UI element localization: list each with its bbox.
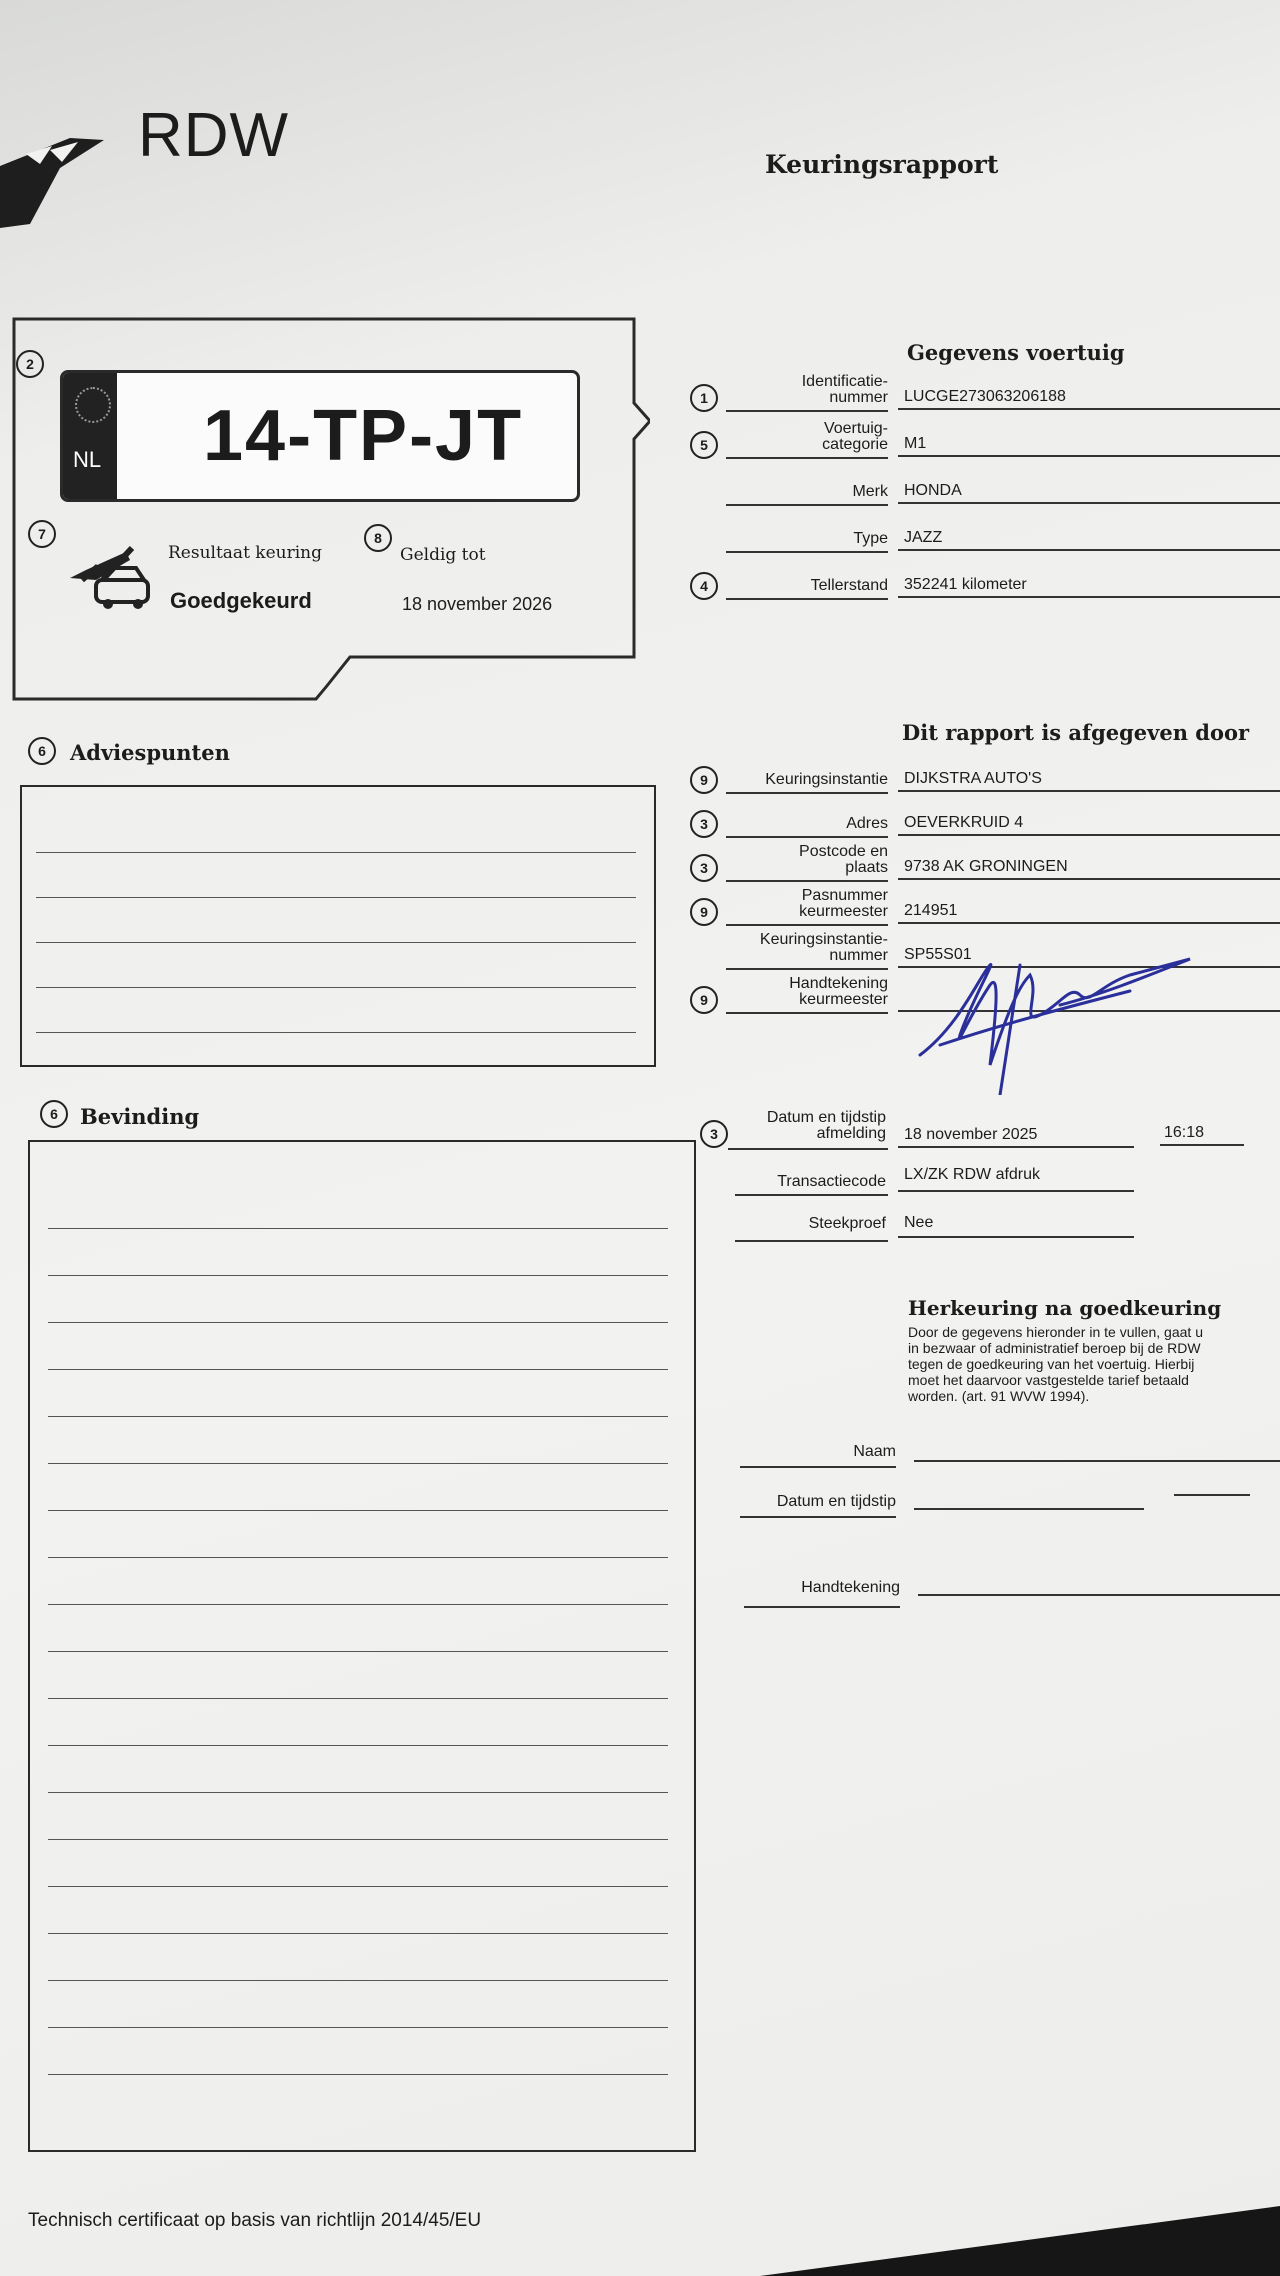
finding-title: Bevinding bbox=[80, 1104, 200, 1129]
ruled-line bbox=[48, 1651, 668, 1652]
date-afmelding-value: 18 november 2025 bbox=[904, 1126, 1038, 1143]
reinspection-text-line: in bezwaar of administratief beroep bij de RDW bbox=[908, 1340, 1201, 1356]
ruled-line bbox=[48, 1510, 668, 1511]
ruled-line bbox=[48, 1886, 668, 1887]
issuer-label-top: Postcode en bbox=[799, 843, 888, 860]
issuer-value: OEVERKRUID 4 bbox=[904, 814, 1024, 831]
ruled-line bbox=[48, 1228, 668, 1229]
issuer-label: Keuringsinstantie bbox=[765, 771, 888, 788]
field-number-issuer: 9 bbox=[690, 898, 718, 926]
valid-value: 18 november 2026 bbox=[402, 594, 553, 614]
inspector-signature bbox=[900, 945, 1200, 1095]
field-number-vehicle: 1 bbox=[690, 384, 718, 412]
value-underline bbox=[898, 878, 1280, 880]
ruled-line bbox=[36, 897, 636, 898]
field-number-issuer: 3 bbox=[690, 810, 718, 838]
vehicle-label-top: Identificatie- bbox=[801, 373, 888, 390]
value-underline bbox=[898, 790, 1280, 792]
footer-text: Technisch certificaat op basis van richtlijn 2014/45/EU bbox=[28, 2210, 482, 2231]
ruled-line bbox=[48, 1745, 668, 1746]
eu-stars-icon bbox=[75, 387, 111, 423]
field-number-finding: 6 bbox=[40, 1100, 68, 1128]
vehicle-label: nummer bbox=[829, 389, 888, 406]
vehicle-value: HONDA bbox=[904, 482, 962, 499]
ruled-line bbox=[48, 2074, 668, 2075]
page-edge-shadow bbox=[760, 2206, 1280, 2276]
sample-label: Steekproef bbox=[808, 1215, 886, 1232]
label-underline bbox=[726, 551, 888, 553]
ruled-line bbox=[36, 987, 636, 988]
field-number-advice: 6 bbox=[28, 737, 56, 765]
vehicle-value: LUCGE273063206188 bbox=[904, 388, 1066, 405]
reinspection-text-line: moet het daarvoor vastgestelde tarief betaald bbox=[908, 1372, 1189, 1388]
label-underline bbox=[726, 836, 888, 838]
label-underline bbox=[728, 1148, 888, 1150]
issuer-label: nummer bbox=[829, 947, 888, 964]
vehicle-label: Merk bbox=[852, 483, 888, 500]
ruled-line bbox=[48, 1557, 668, 1558]
time-input-line[interactable] bbox=[1174, 1494, 1250, 1496]
ruled-line bbox=[48, 1275, 668, 1276]
field-number-result: 7 bbox=[28, 520, 56, 548]
vehicle-value: JAZZ bbox=[904, 529, 943, 546]
field-number-vehicle: 4 bbox=[690, 572, 718, 600]
finding-box[interactable] bbox=[28, 1140, 696, 2152]
issuer-label: keurmeester bbox=[799, 903, 888, 920]
value-underline bbox=[898, 502, 1280, 504]
issuer-label: plaats bbox=[845, 859, 888, 876]
field-number-issuer: 9 bbox=[690, 766, 718, 794]
issuer-value: 9738 AK GRONINGEN bbox=[904, 858, 1068, 875]
field-number-vehicle: 5 bbox=[690, 431, 718, 459]
vehicle-label: categorie bbox=[822, 436, 888, 453]
ruled-line bbox=[48, 1980, 668, 1981]
value-underline bbox=[898, 1190, 1134, 1192]
reinspection-text bbox=[908, 1324, 1280, 1404]
date-input-line[interactable] bbox=[914, 1508, 1144, 1510]
value-underline bbox=[898, 596, 1280, 598]
date-afmelding-label-top: Datum en tijdstip bbox=[766, 1109, 886, 1126]
vehicle-label: Tellerstand bbox=[810, 577, 888, 594]
plate-registration: 14-TP-JT bbox=[203, 396, 524, 476]
label-underline bbox=[740, 1516, 896, 1518]
value-underline bbox=[898, 408, 1280, 410]
label-underline bbox=[740, 1466, 896, 1468]
ruled-line bbox=[48, 1322, 668, 1323]
reinspection-text-line: Door de gegevens hieronder in te vullen, gaat u bbox=[908, 1324, 1203, 1340]
advice-box[interactable] bbox=[20, 785, 656, 1067]
signature-input-line[interactable] bbox=[918, 1594, 1280, 1596]
valid-label: Geldig tot bbox=[400, 545, 486, 565]
date-afmelding-label-bottom: afmelding bbox=[816, 1125, 886, 1142]
issuer-section-title: Dit rapport is afgegeven door bbox=[902, 720, 1250, 745]
reinspection-text-line: tegen de goedkeuring van het voertuig. Hierbij bbox=[908, 1356, 1195, 1372]
label-underline bbox=[735, 1194, 888, 1196]
field-number-issuer: 3 bbox=[690, 854, 718, 882]
rdw-logo-icon bbox=[0, 128, 110, 228]
result-value: Goedgekeurd bbox=[170, 588, 312, 613]
label-underline bbox=[726, 968, 888, 970]
field-number-afmelding: 3 bbox=[700, 1120, 728, 1148]
result-label: Resultaat keuring bbox=[168, 543, 323, 563]
ruled-line bbox=[36, 852, 636, 853]
label-underline bbox=[726, 457, 888, 459]
label-underline bbox=[726, 792, 888, 794]
value-underline bbox=[898, 455, 1280, 457]
vehicle-value: 352241 kilometer bbox=[904, 576, 1027, 593]
ruled-line bbox=[36, 1032, 636, 1033]
transaction-code-value: LX/ZK RDW afdruk bbox=[904, 1166, 1041, 1183]
reinspection-signature-label: Handtekening bbox=[801, 1579, 900, 1596]
label-underline bbox=[726, 880, 888, 882]
ruled-line bbox=[48, 1698, 668, 1699]
vehicle-label-top: Voertuig- bbox=[823, 420, 888, 437]
value-underline bbox=[898, 549, 1280, 551]
reinspection-text-line: worden. (art. 91 WVW 1994). bbox=[908, 1388, 1090, 1404]
vehicle-section-title: Gegevens voertuig bbox=[907, 340, 1125, 365]
vehicle-value: M1 bbox=[904, 435, 927, 452]
issuer-value: DIJKSTRA AUTO'S bbox=[904, 770, 1042, 787]
value-underline bbox=[898, 922, 1280, 924]
label-underline bbox=[726, 598, 888, 600]
label-underline bbox=[726, 410, 888, 412]
ruled-line bbox=[48, 1792, 668, 1793]
value-underline bbox=[898, 1236, 1134, 1238]
issuer-value: 214951 bbox=[904, 902, 958, 919]
issuer-label-top: Handtekening bbox=[789, 975, 888, 992]
issuer-label: keurmeester bbox=[799, 991, 888, 1008]
ruled-line bbox=[48, 1604, 668, 1605]
advice-title: Adviespunten bbox=[70, 740, 230, 765]
ruled-line bbox=[48, 1839, 668, 1840]
reinspection-title: Herkeuring na goedkeuring bbox=[908, 1296, 1222, 1320]
issuer-label-top: Keuringsinstantie- bbox=[759, 931, 888, 948]
label-underline bbox=[726, 504, 888, 506]
ruled-line bbox=[48, 2027, 668, 2028]
issuer-value: SP55S01 bbox=[904, 946, 972, 963]
field-number-valid: 8 bbox=[364, 524, 392, 552]
label-underline bbox=[726, 924, 888, 926]
label-underline bbox=[735, 1240, 888, 1242]
value-underline bbox=[898, 1146, 1134, 1148]
rdw-logo-text: RDW bbox=[138, 101, 290, 170]
vehicle-label: Type bbox=[853, 530, 888, 547]
ruled-line bbox=[36, 942, 636, 943]
reinspection-name-label: Naam bbox=[853, 1443, 896, 1460]
plate-country-band bbox=[63, 373, 117, 499]
reinspection-date-label: Datum en tijdstip bbox=[776, 1493, 896, 1510]
transaction-code-label: Transactiecode bbox=[777, 1173, 886, 1190]
ruled-line bbox=[48, 1933, 668, 1934]
license-plate bbox=[60, 370, 580, 502]
car-approved-icon bbox=[66, 540, 156, 612]
field-number-plate: 2 bbox=[16, 350, 44, 378]
label-underline bbox=[744, 1606, 900, 1608]
sample-value: Nee bbox=[904, 1214, 934, 1231]
ruled-line bbox=[48, 1416, 668, 1417]
field-number-issuer: 9 bbox=[690, 986, 718, 1014]
plate-country: NL bbox=[73, 447, 102, 472]
ruled-line bbox=[48, 1463, 668, 1464]
ruled-line bbox=[48, 1369, 668, 1370]
issuer-label: Adres bbox=[846, 815, 888, 832]
document-title: Keuringsrapport bbox=[765, 150, 999, 179]
value-underline bbox=[898, 834, 1280, 836]
label-underline bbox=[726, 1012, 888, 1014]
time-underline bbox=[1160, 1144, 1244, 1146]
time-afmelding-value: 16:18 bbox=[1164, 1124, 1205, 1141]
name-input-line[interactable] bbox=[914, 1460, 1280, 1462]
issuer-label-top: Pasnummer bbox=[801, 887, 888, 904]
